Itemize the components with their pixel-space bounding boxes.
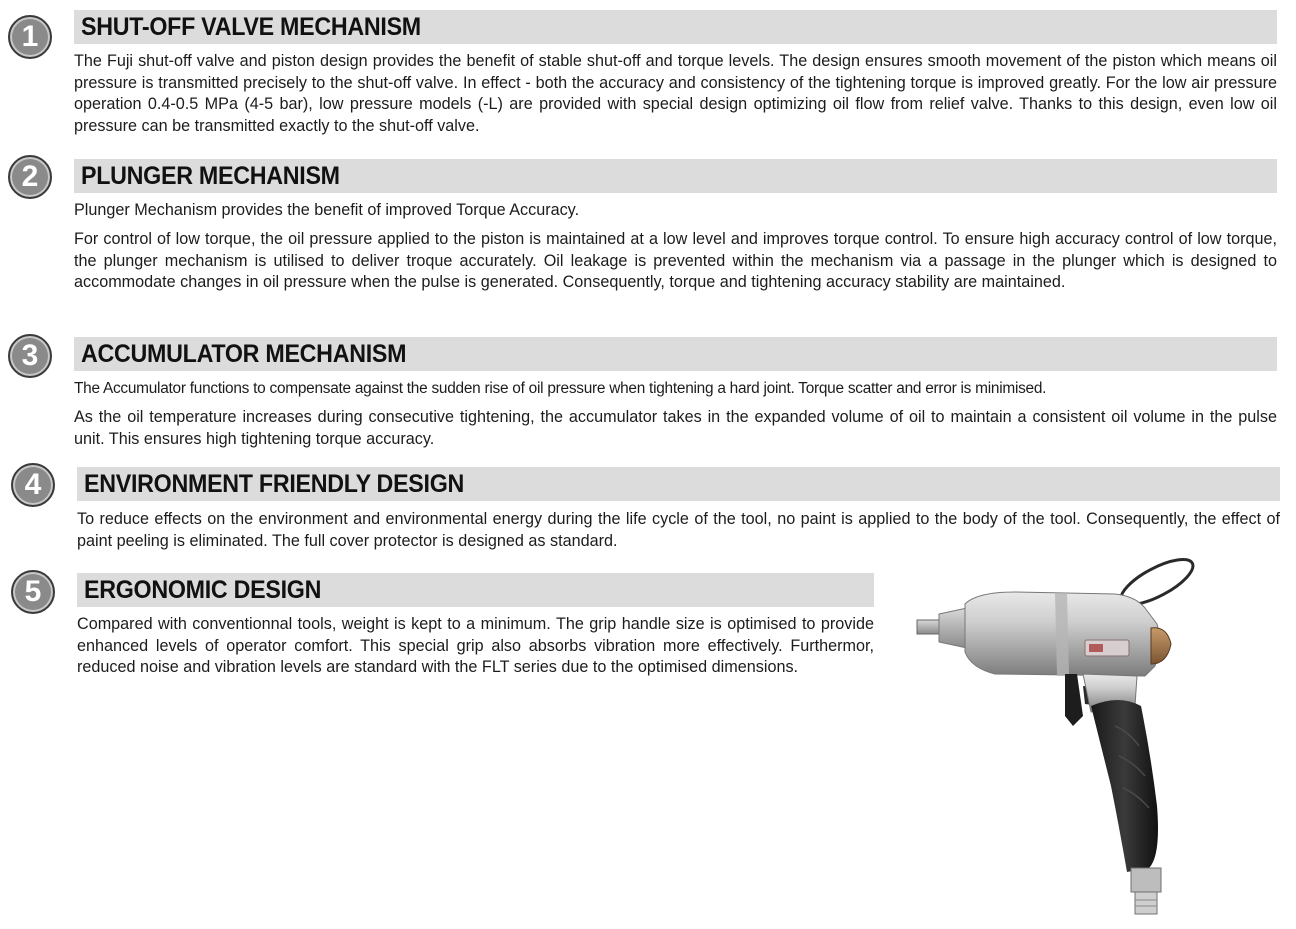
section-paragraph: The Fuji shut-off valve and piston design provides the benefit of stable shut-off and torque levels. The design ensures smooth movement of the piston which means oil pressure is transmitted precisely to the shut-off valve. In effect - both the accuracy and consistency of the tightening torque is improved greatly. For the low air pressure operation 0.4-0.5 MPa (4-5 bar), low pressure models (-L) are provided with special design optimizing oil flow from relief valve. Thanks to this design, even low oil pressure can be transmitted exactly to the shut-off valve. — [74, 52, 1277, 135]
section-paragraph: To reduce effects on the environment and environmental energy during the life cycle of the tool, no paint is applied to the body of the tool. Consequently, the effect of paint peeling is eliminated. The full cover protector is designed as standard. — [77, 510, 1280, 550]
section-number-badge: 5 — [11, 570, 55, 614]
section-paragraph: Compared with conventionnal tools, weight is kept to a minimum. The grip handle size is optimised to provide enhanced levels of operator comfort. This special grip also absorbs vibration more effectively. Furthermor, reduced noise and vibration levels are standard with the FLT series due to the optimised dimensions. — [77, 615, 874, 677]
section-title: SHUT-OFF VALVE MECHANISM — [81, 13, 421, 41]
pulse-tool-image — [905, 556, 1205, 926]
section-header-bar — [77, 467, 1280, 501]
section-number-badge: 2 — [8, 155, 52, 199]
section-paragraph: As the oil temperature increases during consecutive tightening, the accumulator takes in the expanded volume of oil to maintain a consistent oil volume in the pulse unit. This ensures high tightening torque accuracy. — [74, 408, 1277, 448]
section-paragraph: The Accumulator functions to compensate against the sudden rise of oil pressure when tightening a hard joint. Torque scatter and error is minimised. — [74, 380, 1047, 397]
section-number-badge: 4 — [11, 463, 55, 507]
section-header-bar — [74, 10, 1277, 44]
section-title: PLUNGER MECHANISM — [81, 162, 340, 190]
section-title: ACCUMULATOR MECHANISM — [81, 340, 407, 368]
section-header-bar — [74, 337, 1277, 371]
section-number-badge: 1 — [8, 15, 52, 59]
section-title: ERGONOMIC DESIGN — [84, 576, 322, 604]
section-paragraph: Plunger Mechanism provides the benefit of improved Torque Accuracy. — [74, 201, 580, 219]
section-number-badge: 3 — [8, 334, 52, 378]
section-paragraph: For control of low torque, the oil pressure applied to the piston is maintained at a low level and improves torque control. To ensure high accuracy control of low torque, the plunger mechanism is utilised to deliver troque accurately. Oil leakage is prevented within the mechanism via a passage in the plunger which is designed to accommodate changes in oil pressure when the pulse is generated. Consequently, torque and tightening accuracy stability are maintained. — [74, 230, 1277, 292]
section-title: ENVIRONMENT FRIENDLY DESIGN — [84, 470, 465, 498]
section-header-bar — [77, 573, 874, 607]
section-header-bar — [74, 159, 1277, 193]
